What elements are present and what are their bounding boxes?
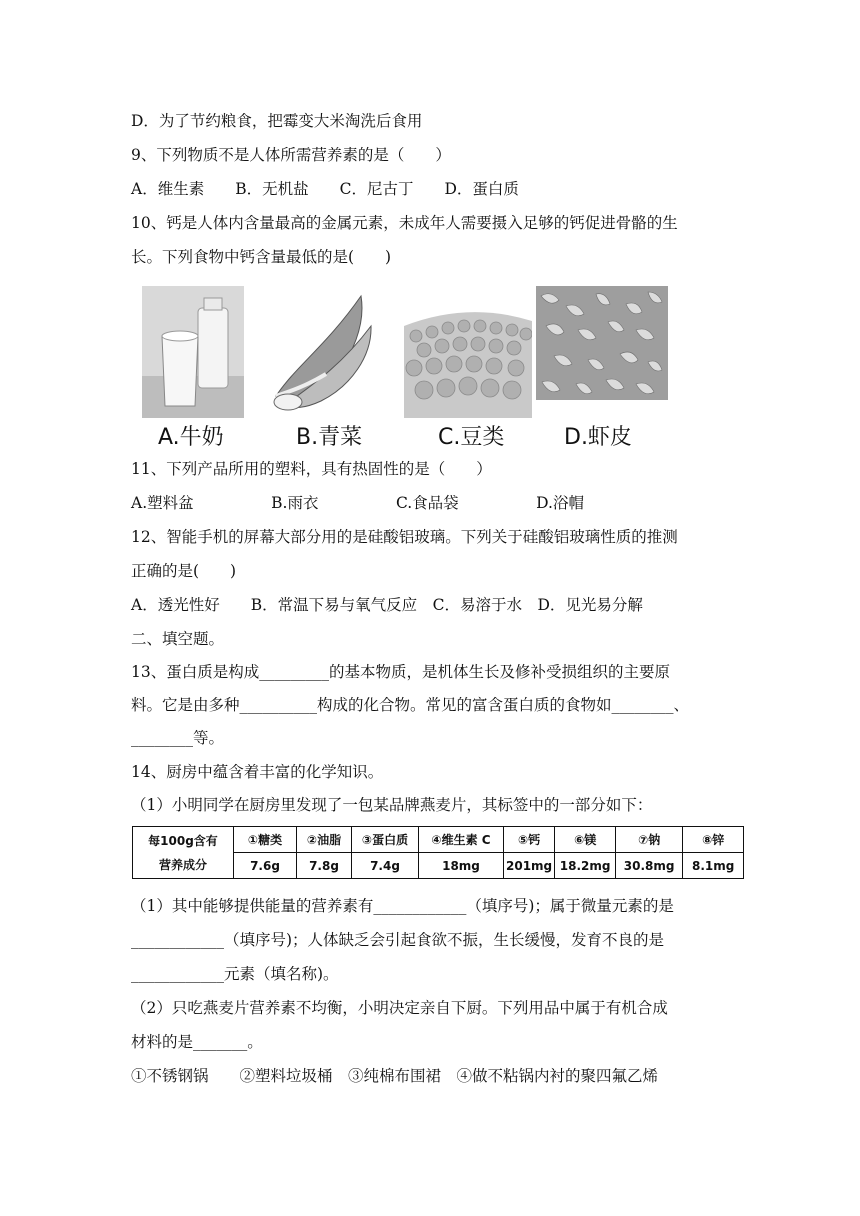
section-title: 二、填空题。 <box>131 630 225 648</box>
shrimp-image <box>536 286 668 400</box>
table-cell: 18.2mg <box>555 853 616 879</box>
question-14-part1-line1: （1）其中能够提供能量的营养素有____________（填序号)；属于微量元素的是 <box>131 897 674 915</box>
header-line1: 每100g含有 <box>148 833 218 848</box>
milk-image <box>142 286 244 418</box>
shrimp-caption: D.虾皮 <box>564 425 632 450</box>
col-header: ⑧锌 <box>683 827 744 853</box>
table-cell: 8.1mg <box>683 853 744 879</box>
table-header-cell <box>133 827 234 879</box>
question-13-line3: ________等。 <box>131 729 225 747</box>
food-images <box>140 286 680 448</box>
milk-caption: A.牛奶 <box>158 425 224 450</box>
question-9-options: A．维生素 B．无机盐 C．尼古丁 D．蛋白质 <box>131 180 519 198</box>
col-header: ⑦钠 <box>616 827 683 853</box>
beans-caption: C.豆类 <box>438 425 505 450</box>
col-header: ⑥镁 <box>555 827 616 853</box>
table-row <box>133 827 744 853</box>
question-12-line1: 12、智能手机的屏幕大部分用的是硅酸铝玻璃。下列关于硅酸铝玻璃性质的推测 <box>131 528 678 546</box>
question-14-part1-intro: （1）小明同学在厨房里发现了一包某品牌燕麦片，其标签中的一部分如下： <box>131 796 653 814</box>
table-cell: 201mg <box>504 853 555 879</box>
question-10-line1: 10、钙是人体内含量最高的金属元素，未成年人需要摄入足够的钙促进骨骼的生 <box>131 214 678 232</box>
question-14-part1-line2: ____________（填序号)；人体缺乏会引起食欲不振，生长缓慢，发育不良的是 <box>131 931 665 949</box>
table-cell: 7.4g <box>352 853 419 879</box>
col-header: ⑤钙 <box>504 827 555 853</box>
question-13-line2: 料。它是由多种__________构成的化合物。常见的富含蛋白质的食物如________、 <box>131 696 690 714</box>
vegetable-image <box>266 286 376 418</box>
question-11: 11、下列产品所用的塑料，具有热固性的是（ ） <box>131 460 492 478</box>
question-12-options: A．透光性好 B．常温下易与氧气反应 C．易溶于水 D．见光易分解 <box>131 596 643 614</box>
vegetable-caption: B.青菜 <box>296 425 363 450</box>
header-line2: 营养成分 <box>158 857 207 872</box>
table-cell: 18mg <box>419 853 504 879</box>
col-header: ③蛋白质 <box>352 827 419 853</box>
col-header: ④维生素 C <box>419 827 504 853</box>
question-10-line2: 长。下列食物中钙含量最低的是( ) <box>131 248 392 266</box>
question-14-part2-options: ①不锈钢锅 ②塑料垃圾桶 ③纯棉布围裙 ④做不粘锅内衬的聚四氟乙烯 <box>131 1067 659 1085</box>
option-d-line: D．为了节约粮食，把霉变大米淘洗后食用 <box>131 112 423 130</box>
question-11-options: A.塑料盆 B.雨衣 C.食品袋 D.浴帽 <box>131 494 584 512</box>
question-14-part1-line3: ____________元素（填名称)。 <box>131 965 339 983</box>
nutrition-table <box>132 826 744 879</box>
table-cell: 30.8mg <box>616 853 683 879</box>
col-header: ②油脂 <box>297 827 352 853</box>
question-14-part2-line2: 材料的是_______。 <box>131 1033 263 1051</box>
question-12-line2: 正确的是( ) <box>131 562 237 580</box>
table-cell: 7.6g <box>234 853 297 879</box>
question-14-part2-line1: （2）只吃燕麦片营养素不均衡，小明决定亲自下厨。下列用品中属于有机合成 <box>131 999 668 1017</box>
beans-image <box>404 286 532 418</box>
question-14: 14、厨房中蕴含着丰富的化学知识。 <box>131 763 384 781</box>
question-9: 9、下列物质不是人体所需营养素的是（ ） <box>131 146 451 164</box>
question-13-line1: 13、蛋白质是构成_________的基本物质，是机体生长及修补受损组织的主要原 <box>131 663 670 681</box>
col-header: ①糖类 <box>234 827 297 853</box>
table-cell: 7.8g <box>297 853 352 879</box>
